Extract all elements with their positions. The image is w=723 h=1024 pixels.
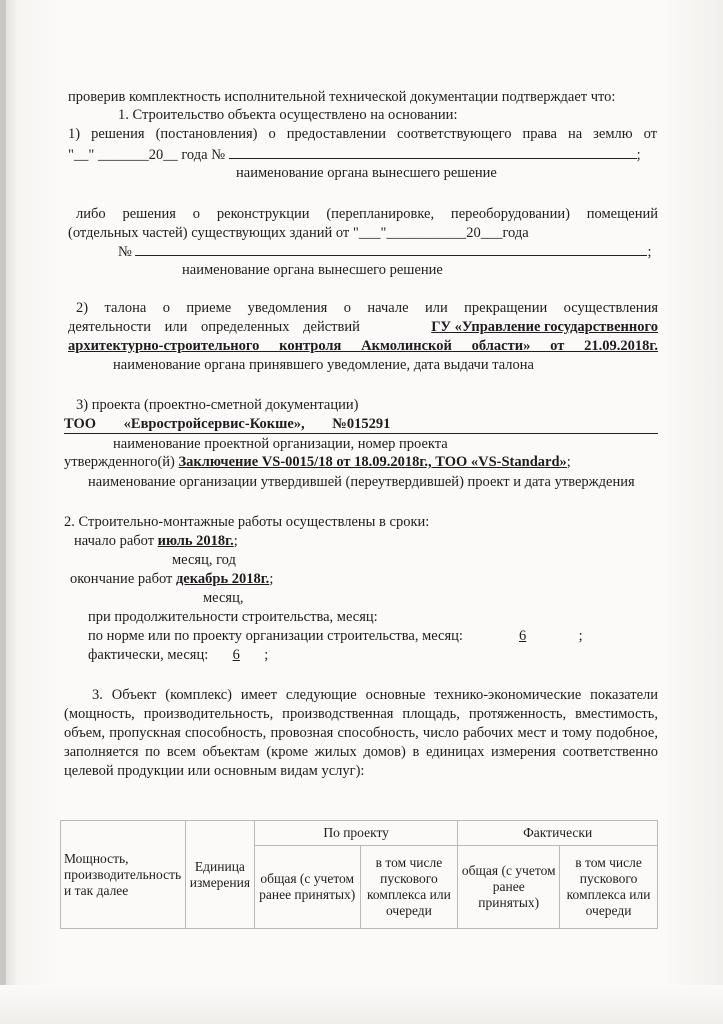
sub-total-project-header: общая (с учетом ранее принятых) xyxy=(254,846,360,929)
s1-p2-line1: 2) талона о приеме уведомления о начале или прекращении осуществления xyxy=(76,300,658,316)
s2-start-label: начало работ xyxy=(74,533,155,549)
intro-text: проверив комплектность исполнительной технической документации подтверждает что: xyxy=(68,89,616,105)
scan-bottom-strip xyxy=(0,985,723,1024)
s2-end xyxy=(70,571,273,588)
s1-p3-approved xyxy=(64,454,571,471)
section-2-heading: 2. Строительно-монтажные работы осуществлены в сроки: xyxy=(64,514,430,530)
s2-start-caption: месяц, год xyxy=(172,552,236,568)
s1-p3-approved-label: утвержденного(й) xyxy=(64,454,175,470)
s1-p2-bold1: ГУ «Управление государственного xyxy=(431,319,658,335)
s3-line1: 3. Объект (комплекс) имеет следующие основные технико-экономические показатели xyxy=(92,687,658,703)
s1-p2-line2 xyxy=(68,319,658,336)
group-project-header: По проекту xyxy=(254,821,457,846)
section-1-heading: 1. Строительство объекта осуществлено на основании: xyxy=(118,107,458,123)
s1-alt-line1: либо решения о реконструкции (перепланировке, переоборудовании) помещений xyxy=(76,206,658,222)
s2-norm-value: 6 xyxy=(518,628,527,644)
s1-p1-date: "__" _______20__ года № xyxy=(68,147,226,163)
s1-p2-caption: наименование органа принявшего уведомление, дата выдачи талона xyxy=(113,357,534,373)
s2-actual xyxy=(88,647,268,664)
s1-p2-plain: деятельности или определенных действий xyxy=(68,319,360,335)
s1-alt-end: ; xyxy=(647,244,652,260)
s3-line4: заполняется по всем объектам (кроме жилых домов) в единицах измерения соответственно xyxy=(64,744,658,760)
s2-norm-end: ; xyxy=(578,628,583,644)
scan-edge xyxy=(0,0,6,1024)
s1-p1-line1: 1) решения (постановления) о предоставлении соответствующего права на землю от xyxy=(68,126,657,142)
group-actual-header: Фактически xyxy=(458,821,658,846)
indicators-table xyxy=(60,820,658,929)
s2-end-end: ; xyxy=(269,571,274,587)
s1-p3-caption: наименование проектной организации, номер проекта xyxy=(113,436,448,452)
s3-line3: объем, пропускная способность, провозная способность, число рабочих мест и тому подобное, xyxy=(64,725,658,741)
s1-alt-caption: наименование органа вынесшего решение xyxy=(182,262,443,278)
s2-start-end: ; xyxy=(233,533,238,549)
s1-p1-line2 xyxy=(68,146,641,164)
s2-duration: при продолжительности строительства, месяц: xyxy=(88,609,378,625)
s1-alt-no: № xyxy=(118,244,132,260)
sub-launch-project-header: в том числе пускового комплекса или очереди xyxy=(360,846,458,929)
s2-end-caption: месяц, xyxy=(203,590,244,606)
s3-line2: (мощность, производительность, производственная площадь, протяженность, вместимость, xyxy=(64,706,658,722)
s1-p3-approved-end: ; xyxy=(566,454,571,470)
s1-p3-org: ТОО «Евростройсервис-Кокше», №015291 xyxy=(64,416,391,432)
s3-line5: целевой продукции или основным видам услуг): xyxy=(64,763,365,779)
s2-start-value: июль 2018г. xyxy=(157,533,234,549)
s2-actual-value: 6 xyxy=(232,647,240,663)
s1-alt-line3 xyxy=(118,243,652,261)
sub-launch-actual-header: в том числе пускового комплекса или очереди xyxy=(560,846,658,929)
s1-p2-line3: архитектурно-строительного контроля Акмолинской области» от 21.09.2018г. xyxy=(68,338,658,354)
s2-actual-end: ; xyxy=(264,647,269,663)
s2-start xyxy=(74,533,238,550)
table-header-row-1 xyxy=(61,821,658,846)
col-indicator-header: Мощность, производительность и так далее xyxy=(61,821,186,929)
s1-alt-line2: (отдельных частей) существующих зданий от "___"___________20___года xyxy=(68,225,529,241)
col-unit-header: Единица измерения xyxy=(185,821,254,929)
s2-actual-label: фактически, месяц: xyxy=(88,647,209,663)
s1-p3-approved-value: Заключение VS-0015/18 от 18.09.2018г., ТОО «VS-Standard» xyxy=(178,454,567,470)
s1-p3-line1: 3) проекта (проектно-сметной документации) xyxy=(76,397,359,413)
s1-alt-blank xyxy=(135,243,647,256)
s2-norm-label: по норме или по проекту организации строительства, месяц: xyxy=(88,628,463,644)
s2-norm xyxy=(88,628,583,645)
s1-p1-caption: наименование органа вынесшего решение xyxy=(236,165,497,181)
s1-p1-blank xyxy=(229,146,637,159)
sub-total-actual-header: общая (с учетом ранее принятых) xyxy=(458,846,560,929)
s2-end-label: окончание работ xyxy=(70,571,173,587)
s1-p3-line2 xyxy=(64,416,658,434)
s2-end-value: декабрь 2018г. xyxy=(175,571,270,587)
s1-p1-end: ; xyxy=(636,147,641,163)
s1-p3-caption2: наименование организации утвердившей (переутвердившей) проект и дата утверждения xyxy=(88,474,635,490)
